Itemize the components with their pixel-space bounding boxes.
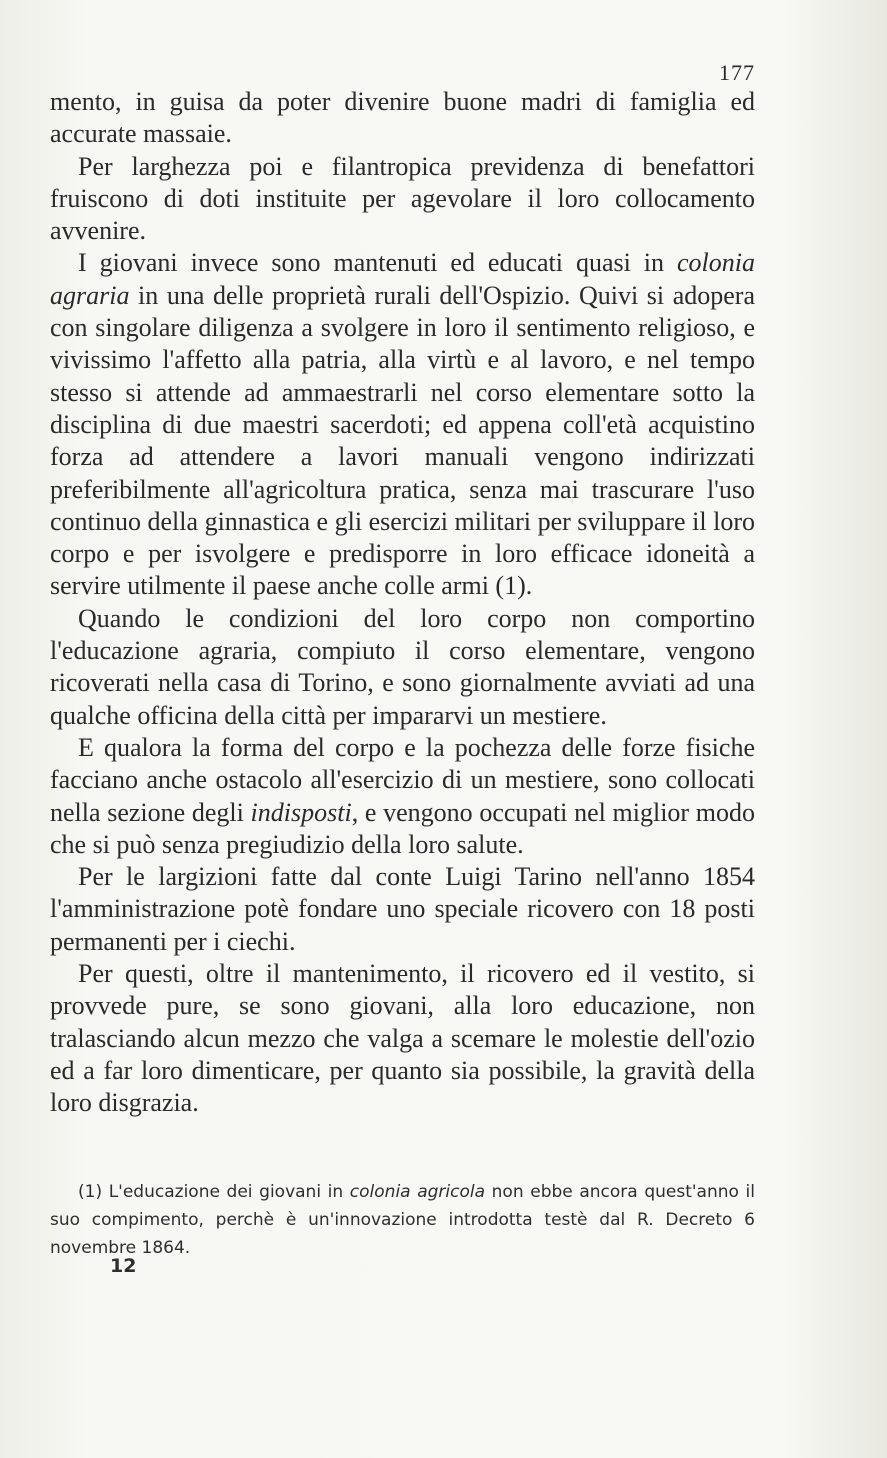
paragraph-2: Per larghezza poi e filantropica previdenza di benefattori fruiscono di doti instituite per agevolare il loro collocamento avvenire. — [50, 151, 755, 246]
paragraph-3-emphasis: colonia agraria — [50, 248, 755, 310]
signature-mark: 12 — [110, 1255, 137, 1277]
paragraph-1: mento, in guisa da poter divenire buone madri di famiglia ed accurate massaie. — [50, 87, 755, 149]
footnote — [50, 1178, 755, 1262]
paragraph-5-part-2: , e vengono occupati nel miglior modo che si può senza pregiudizio della loro salute. — [50, 797, 755, 859]
page-number: 177 — [719, 60, 755, 85]
paragraph-3-part-1: I giovani invece sono mantenuti ed educati quasi in — [78, 248, 677, 278]
footnote-emphasis: colonia agricola — [349, 1182, 486, 1202]
paragraph-5-part-1: E qualora la forma del corpo e la pochezza delle forze fisiche facciano anche ostacolo all'esercizio di un mestiere, sono collocati nella sezione degli — [50, 732, 755, 827]
paragraph-5 — [50, 732, 755, 861]
footnote-part-2: non ebbe ancora quest'anno il suo compimento, perchè è un'innovazione introdotta testè dal R. Decreto 6 novembre 1864. — [50, 1182, 755, 1258]
paragraph-6: Per le largizioni fatte dal conte Luigi Tarino nell'anno 1854 l'amministrazione potè fondare uno speciale ricovero con 18 posti permanenti per i ciechi. — [50, 862, 755, 956]
paragraph-3-part-2: in una delle proprietà rurali dell'Ospizio. Quivi si adopera con singolare diligenza a svolgere in loro il sentimento religioso, e vivissimo l'affetto alla patria, alla virtù e al lavoro, e nel tempo stesso si attende ad ammaestrarli nel corso elementare sotto la disciplina di due maestri sacerdoti; ed appena coll'età acquistino forza ad attendere a lavori manuali vengono indirizzati preferibilmente all'agricoltura pratica, senza mai trascurare l'uso continuo della ginnastica e gli esercizi militari per sviluppare il loro corpo e per isvolgere e predisporre in loro efficace idoneità a servire utilmente il paese anche colle armi (1). — [50, 280, 755, 601]
paragraph-3 — [50, 247, 755, 602]
footnote-part-1: (1) L'educazione dei giovani in — [78, 1182, 350, 1202]
paragraph-7: Per questi, oltre il mantenimento, il ricovero ed il vestito, si provvede pure, se sono giovani, alla loro educazione, non tralasciando alcun mezzo che valga a scemare le molestie dell'ozio ed a far loro dimenticare, per quanto sia possibile, la gravità della loro disgrazia. — [50, 959, 755, 1118]
body-text — [50, 86, 755, 1120]
paragraph-5-emphasis: indisposti — [250, 797, 352, 827]
paragraph-4: Quando le condizioni del loro corpo non comportino l'educazione agraria, compiuto il corso elementare, vengono ricoverati nella casa di Torino, e sono giornalmente avviati ad una qualche officina della città per impararvi un mestiere. — [50, 603, 755, 730]
